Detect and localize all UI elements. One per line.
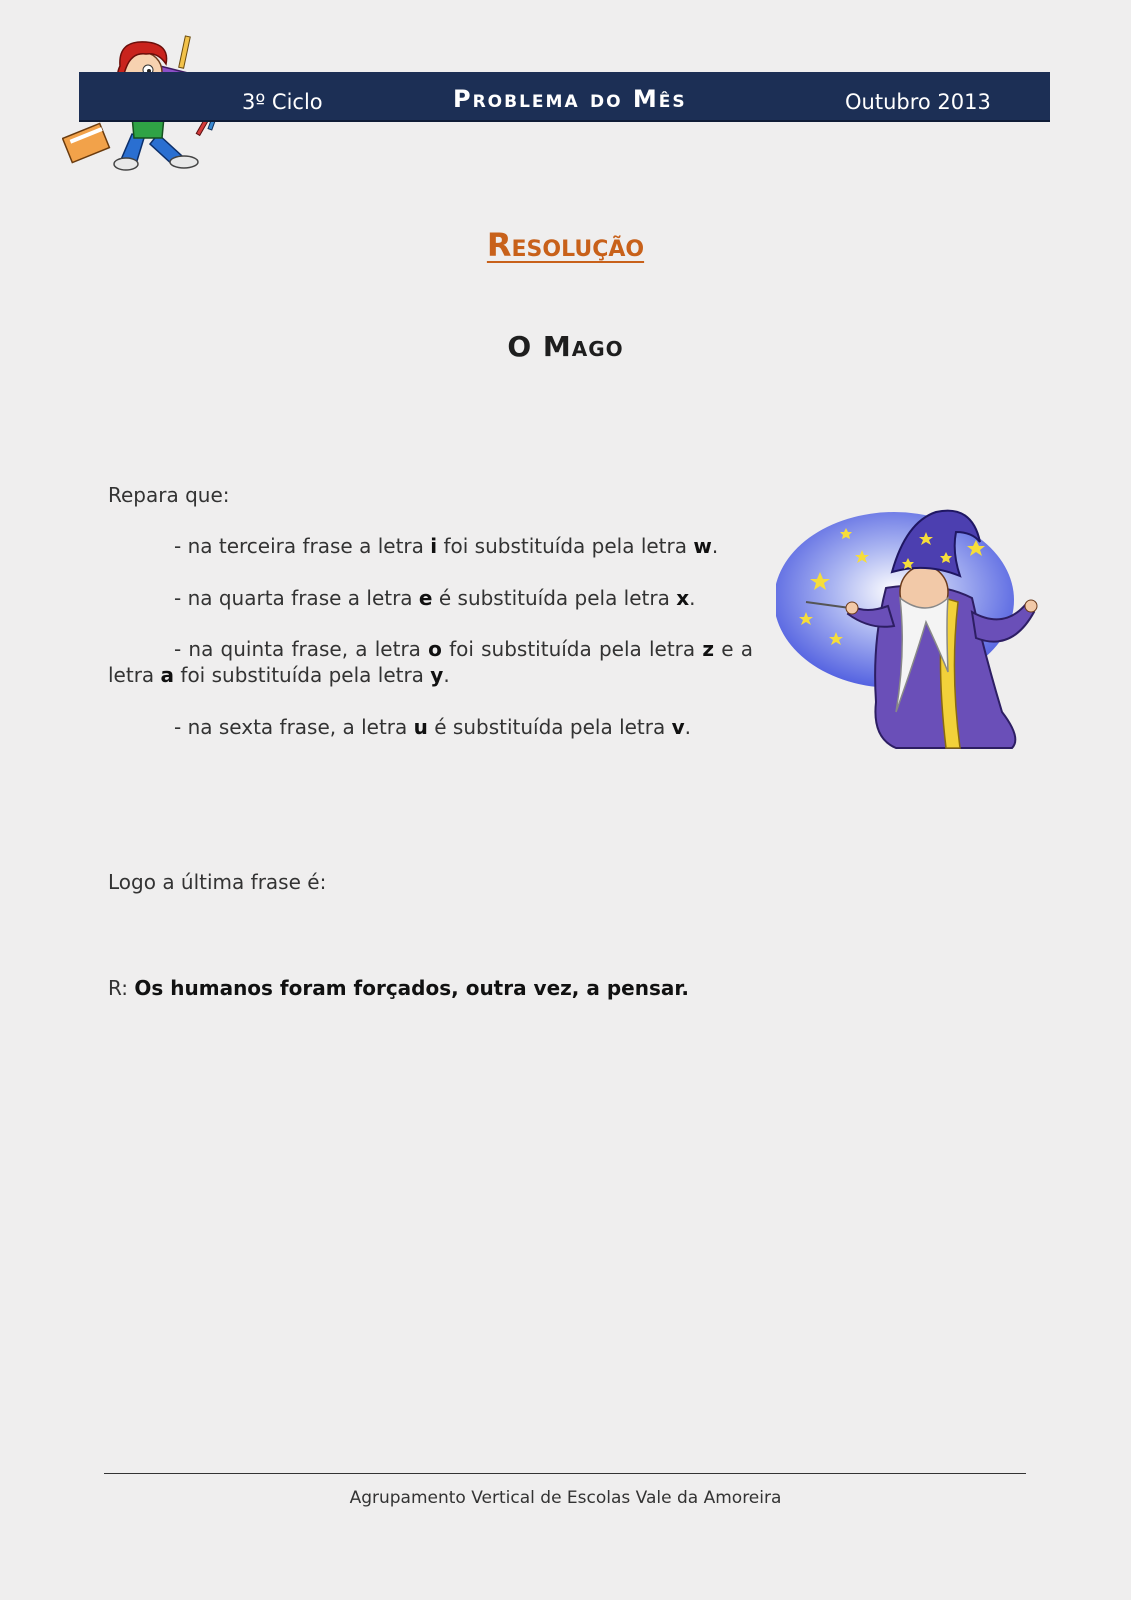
problem-title: O Mago <box>507 330 624 363</box>
header-date: Outubro 2013 <box>845 90 991 114</box>
answer-text: Os humanos foram forçados, outra vez, a pensar. <box>134 976 689 1000</box>
list-item: - na quinta frase, a letra o foi substituída pela letra z e a letra a foi substituída pela letra y. <box>108 637 753 687</box>
answer-prefix: R: <box>108 976 135 1000</box>
footer-text: Agrupamento Vertical de Escolas Vale da Amoreira <box>349 1488 782 1508</box>
intro-text: Repara que: <box>108 483 230 507</box>
resolution-title: Resolução <box>486 226 645 264</box>
footer-divider <box>104 1473 1026 1474</box>
list-item: - na quarta frase a letra e é substituída pela letra x. <box>174 586 696 610</box>
list-item: - na terceira frase a letra i foi substituída pela letra w. <box>174 534 719 558</box>
conclusion-text: Logo a última frase é: <box>108 870 327 894</box>
header-cycle: 3º Ciclo <box>242 90 323 114</box>
wizard-illustration <box>776 502 1054 762</box>
header-title: Problema do Mês <box>453 85 687 113</box>
answer-line <box>108 976 689 1000</box>
list-item: - na sexta frase, a letra u é substituída pela letra v. <box>174 715 692 739</box>
header-bar <box>79 72 1050 122</box>
